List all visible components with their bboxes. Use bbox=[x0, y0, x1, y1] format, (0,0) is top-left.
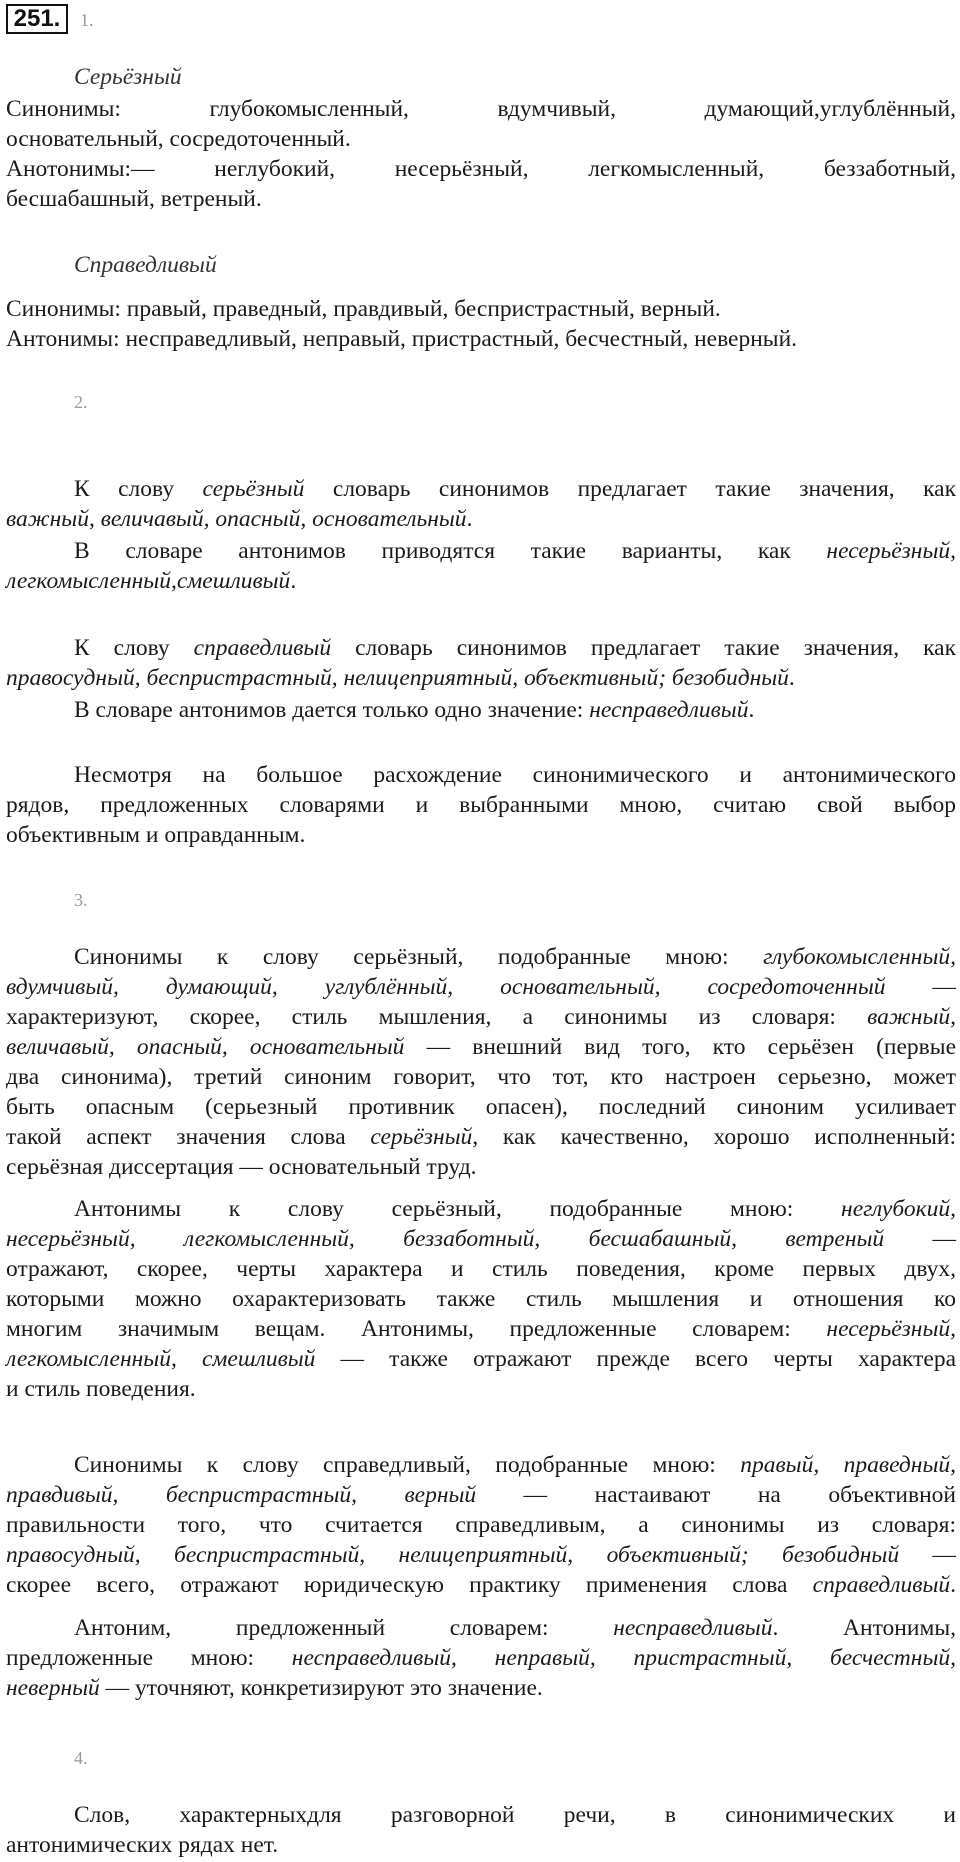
text-line: величавый, опасный, основательный — внешний вид того, кто серьёзен (первые bbox=[6, 1034, 956, 1060]
text-line: характеризуют, скорее, стиль мышления, а синонимы из словаря: важный, bbox=[6, 1004, 956, 1030]
text-line: Антоним, предложенный словарем: несправедливый. Антонимы, bbox=[74, 1615, 956, 1641]
part-number: 3. bbox=[74, 890, 88, 910]
text-line: такой аспект значения слова серьёзный, как качественно, хорошо исполненный: bbox=[6, 1124, 956, 1150]
text-line: предложенные мною: несправедливый, неправый, пристрастный, бесчестный, bbox=[6, 1645, 956, 1671]
text-line: антонимических рядах нет. bbox=[6, 1832, 279, 1858]
text-line: В словаре антонимов приводятся такие варианты, как несерьёзный, bbox=[74, 538, 956, 564]
text-line: объективным и оправданным. bbox=[6, 822, 306, 848]
text-line: которыми можно охарактеризовать также стиль мышления и отношения ко bbox=[6, 1286, 956, 1312]
text-line: многим значимым вещам. Антонимы, предложенные словарем: несерьёзный, bbox=[6, 1316, 956, 1342]
text-line: отражают, скорее, черты характера и стиль поведения, кроме первых двух, bbox=[6, 1256, 956, 1282]
text-line: правильности того, что считается справедливым, а синонимы из словаря: bbox=[6, 1512, 956, 1538]
text-line: Синонимы к слову серьёзный, подобранные мною: глубокомысленный, bbox=[74, 944, 956, 970]
text-line: правосудный, беспристрастный, нелицеприятный, объективный; безобидный. bbox=[6, 665, 795, 691]
text-line: важный, величавый, опасный, основательный. bbox=[6, 506, 473, 532]
text-line: бесшабашный, ветреный. bbox=[6, 186, 262, 212]
text-line: правдивый, беспристрастный, верный — настаивают на объективной bbox=[6, 1482, 956, 1508]
text-line: быть опасным (серьезный противник опасен), последний синоним усиливает bbox=[6, 1094, 956, 1120]
headword-serious: Серьёзный bbox=[74, 64, 182, 90]
part-number: 1. bbox=[80, 10, 94, 30]
text-line: Синонимы: правый, праведный, правдивый, беспристрастный, верный. bbox=[6, 296, 721, 322]
text-line: К слову серьёзный словарь синонимов предлагает такие значения, как bbox=[74, 476, 956, 502]
text-line: правосудный, беспристрастный, нелицеприятный, объективный; безобидный — bbox=[6, 1542, 956, 1568]
exercise-number: 251. bbox=[6, 4, 68, 34]
text-line: легкомысленный,смешливый. bbox=[6, 568, 297, 594]
text-line: и стиль поведения. bbox=[6, 1376, 196, 1402]
text-line: основательный, сосредоточенный. bbox=[6, 126, 351, 152]
text-line: Синонимы: глубокомысленный, вдумчивый, думающий,углублённый, bbox=[6, 96, 956, 122]
text-line: вдумчивый, думающий, углублённый, основательный, сосредоточенный — bbox=[6, 974, 957, 1000]
headword-fair: Справедливый bbox=[74, 252, 217, 278]
text-line: неверный — уточняют, конкретизируют это значение. bbox=[6, 1675, 543, 1701]
text-line: несерьёзный, легкомысленный, беззаботный, бесшабашный, ветреный — bbox=[6, 1226, 956, 1252]
text-line: скорее всего, отражают юридическую практику применения слова справедливый. bbox=[6, 1572, 956, 1598]
text-line: В словаре антонимов дается только одно значение: несправедливый. bbox=[74, 697, 755, 723]
text-line: Слов, характерныхдля разговорной речи, в синонимических и bbox=[74, 1802, 956, 1828]
part-number: 4. bbox=[74, 1748, 88, 1768]
text-line: Антонимы к слову серьёзный, подобранные мною: неглубокий, bbox=[74, 1196, 956, 1222]
text-line: Несмотря на большое расхождение синонимического и антонимического bbox=[74, 762, 956, 788]
text-line: К слову справедливый словарь синонимов предлагает такие значения, как bbox=[74, 635, 956, 661]
text-line: серьёзная диссертация — основательный труд. bbox=[6, 1154, 477, 1180]
text-line: два синонима), третий синоним говорит, что тот, кто настроен серьезно, может bbox=[6, 1064, 956, 1090]
text-line: легкомысленный, смешливый — также отражают прежде всего черты характера bbox=[6, 1346, 956, 1372]
text-line: Анотонимы:— неглубокий, несерьёзный, легкомысленный, беззаботный, bbox=[6, 156, 956, 182]
text-line: рядов, предложенных словарями и выбранными мною, считаю свой выбор bbox=[6, 792, 956, 818]
part-number: 2. bbox=[74, 392, 88, 412]
text-line: Антонимы: несправедливый, неправый, пристрастный, бесчестный, неверный. bbox=[6, 326, 798, 352]
text-line: Синонимы к слову справедливый, подобранные мною: правый, праведный, bbox=[74, 1452, 957, 1478]
